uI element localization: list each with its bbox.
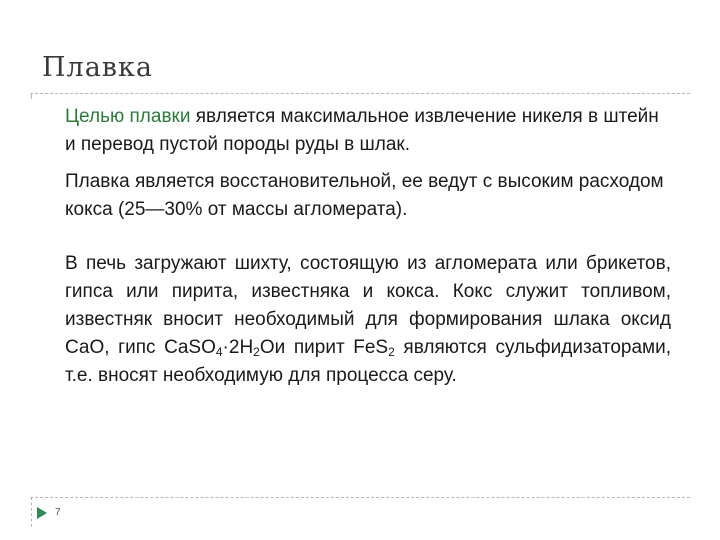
slide-title: Плавка <box>42 52 153 83</box>
accent-phrase: Целью плавки <box>65 106 191 127</box>
bottom-left-tick <box>31 497 32 527</box>
charge-text-3: Ои пирит FeS <box>259 337 389 358</box>
bottom-divider <box>30 497 690 498</box>
paragraph-goal <box>65 103 671 159</box>
subscript-2b: 2 <box>388 345 395 359</box>
charge-text-1: В печь загружают шихту, состоящую из агломерата или брикетов, гипса или пирита, известняка и кокса. Кокс служит топливом, известняк вносит необходимый для формирования шлака оксид СаО, гипс CaSO <box>65 253 671 358</box>
subscript-2: 2 <box>253 345 260 359</box>
slide-body <box>65 103 671 390</box>
triangle-bullet-icon <box>36 506 48 520</box>
paragraph-goal-text: является максимальное извлечение никеля в штейн и перевод пустой породы руды в шлак. <box>65 106 659 155</box>
charge-text-4: являются сульфидизаторами, т.е. вносят необходимую для процесса серу. <box>65 337 671 386</box>
top-divider <box>30 93 690 94</box>
top-left-tick <box>31 93 32 99</box>
page-number: 7 <box>55 507 61 518</box>
paragraph-charge <box>65 250 671 390</box>
charge-text-2: ·2H <box>222 337 254 358</box>
paragraph-smelting: Плавка является восстановительной, ее ведут с высоким расходом кокса (25—30% от массы агломерата). <box>65 171 664 220</box>
subscript-4: 4 <box>215 345 223 359</box>
